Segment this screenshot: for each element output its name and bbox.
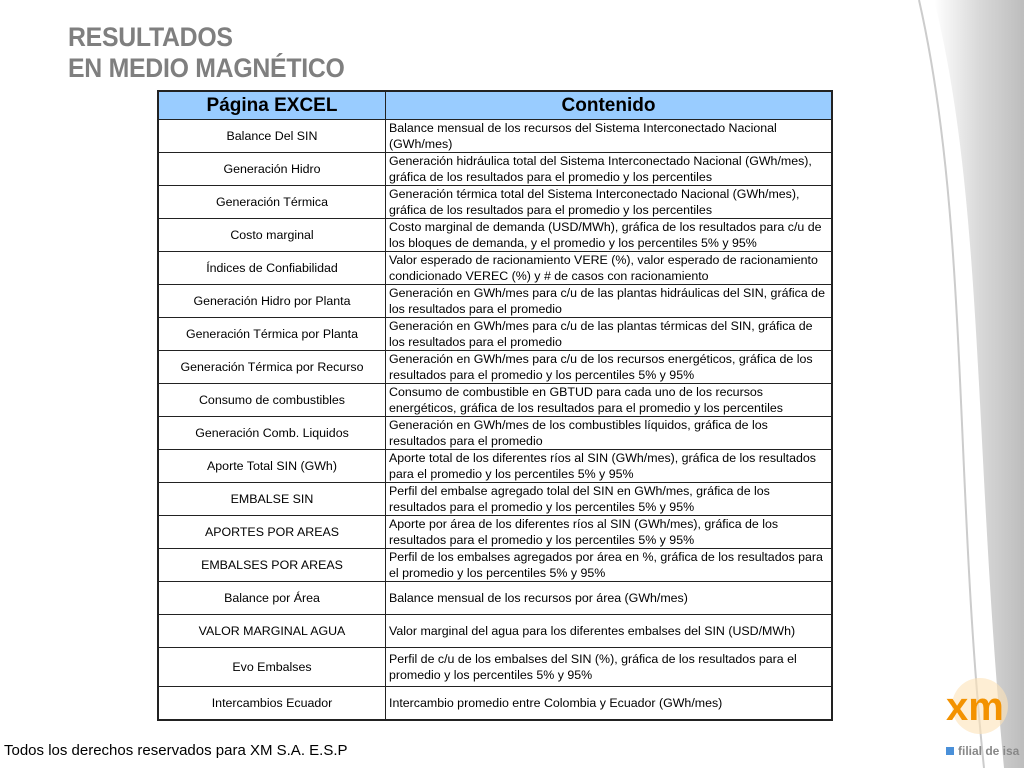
decorative-curve [914, 0, 1024, 768]
results-table [157, 90, 833, 721]
table-row [158, 318, 832, 351]
row-page-name: APORTES POR AREAS [158, 516, 386, 549]
logo-tagline-text: filial de isa [958, 744, 1020, 758]
row-page-name: Intercambios Ecuador [158, 687, 386, 720]
row-page-name: Generación Térmica [158, 186, 386, 219]
table-row [158, 252, 832, 285]
row-page-name: Evo Embalses [158, 648, 386, 687]
row-page-name: Balance por Área [158, 582, 386, 615]
slide-title [68, 22, 369, 84]
title-line-2: EN MEDIO MAGNÉTICO [68, 53, 345, 83]
table-row [158, 615, 832, 648]
row-content: Consumo de combustible en GBTUD para cada uno de los recursos energéticos, gráfica de los resultados para el promedio y los percentiles [386, 384, 833, 417]
table-row [158, 417, 832, 450]
row-content: Perfil de los embalses agregados por área en %, gráfica de los resultados para el promedio y los percentiles 5% y 95% [386, 549, 833, 582]
row-content: Generación en GWh/mes de los combustibles líquidos, gráfica de los resultados para el promedio [386, 417, 833, 450]
table-row [158, 351, 832, 384]
row-content: Costo marginal de demanda (USD/MWh), gráfica de los resultados para c/u de los bloques de demanda, y el promedio y los percentiles 5% y 95% [386, 219, 833, 252]
row-content: Balance mensual de los recursos del Sistema Interconectado Nacional (GWh/mes) [386, 120, 833, 153]
logo-tagline [946, 744, 1019, 758]
row-content: Valor marginal del agua para los diferentes embalses del SIN (USD/MWh) [386, 615, 833, 648]
row-content: Balance mensual de los recursos por área (GWh/mes) [386, 582, 833, 615]
row-page-name: Índices de Confiabilidad [158, 252, 386, 285]
row-page-name: Consumo de combustibles [158, 384, 386, 417]
row-content: Perfil de c/u de los embalses del SIN (%), gráfica de los resultados para el promedio y los percentiles 5% y 95% [386, 648, 833, 687]
row-content: Perfil del embalse agregado tolal del SIN en GWh/mes, gráfica de los resultados para el promedio y los percentiles 5% y 95% [386, 483, 833, 516]
table-row [158, 582, 832, 615]
row-content: Valor esperado de racionamiento VERE (%), valor esperado de racionamiento condicionado VEREC (%) y # de casos con racionamiento [386, 252, 833, 285]
row-page-name: Generación Hidro [158, 153, 386, 186]
row-page-name: VALOR MARGINAL AGUA [158, 615, 386, 648]
table-header-row [158, 91, 832, 120]
table-row [158, 219, 832, 252]
xm-logo [938, 676, 1022, 736]
row-page-name: Aporte Total SIN (GWh) [158, 450, 386, 483]
table-row [158, 285, 832, 318]
isa-square-icon [946, 747, 954, 755]
row-content: Aporte por área de los diferentes ríos al SIN (GWh/mes), gráfica de los resultados para el promedio y los percentiles 5% y 95% [386, 516, 833, 549]
row-content: Generación en GWh/mes para c/u de los recursos energéticos, gráfica de los resultados para el promedio y los percentiles 5% y 95% [386, 351, 833, 384]
row-content: Aporte total de los diferentes ríos al SIN (GWh/mes), gráfica de los resultados para el promedio y los percentiles 5% y 95% [386, 450, 833, 483]
table-row [158, 186, 832, 219]
row-content: Generación hidráulica total del Sistema Interconectado Nacional (GWh/mes), gráfica de los resultados para el promedio y los percentiles [386, 153, 833, 186]
copyright-footer: Todos los derechos reservados para XM S.A. E.S.P [4, 742, 348, 759]
table-row [158, 450, 832, 483]
row-content: Intercambio promedio entre Colombia y Ecuador (GWh/mes) [386, 687, 833, 720]
row-page-name: Costo marginal [158, 219, 386, 252]
table-row [158, 516, 832, 549]
header-contenido: Contenido [386, 91, 833, 120]
table-row [158, 120, 832, 153]
table-row [158, 549, 832, 582]
table-row [158, 153, 832, 186]
table-row [158, 687, 832, 720]
row-page-name: EMBALSE SIN [158, 483, 386, 516]
row-content: Generación en GWh/mes para c/u de las plantas térmicas del SIN, gráfica de los resultados para el promedio [386, 318, 833, 351]
table-row [158, 648, 832, 687]
header-pagina-excel: Página EXCEL [158, 91, 386, 120]
table-row [158, 384, 832, 417]
row-page-name: Generación Térmica por Planta [158, 318, 386, 351]
row-content: Generación en GWh/mes para c/u de las plantas hidráulicas del SIN, gráfica de los resultados para el promedio [386, 285, 833, 318]
logo-brand-text: xm [946, 685, 1004, 729]
row-page-name: Balance Del SIN [158, 120, 386, 153]
row-content: Generación térmica total del Sistema Interconectado Nacional (GWh/mes), gráfica de los resultados para el promedio y los percentiles [386, 186, 833, 219]
row-page-name: Generación Comb. Liquidos [158, 417, 386, 450]
row-page-name: Generación Hidro por Planta [158, 285, 386, 318]
row-page-name: EMBALSES POR AREAS [158, 549, 386, 582]
title-line-1: RESULTADOS [68, 22, 233, 52]
row-page-name: Generación Térmica por Recurso [158, 351, 386, 384]
table-row [158, 483, 832, 516]
